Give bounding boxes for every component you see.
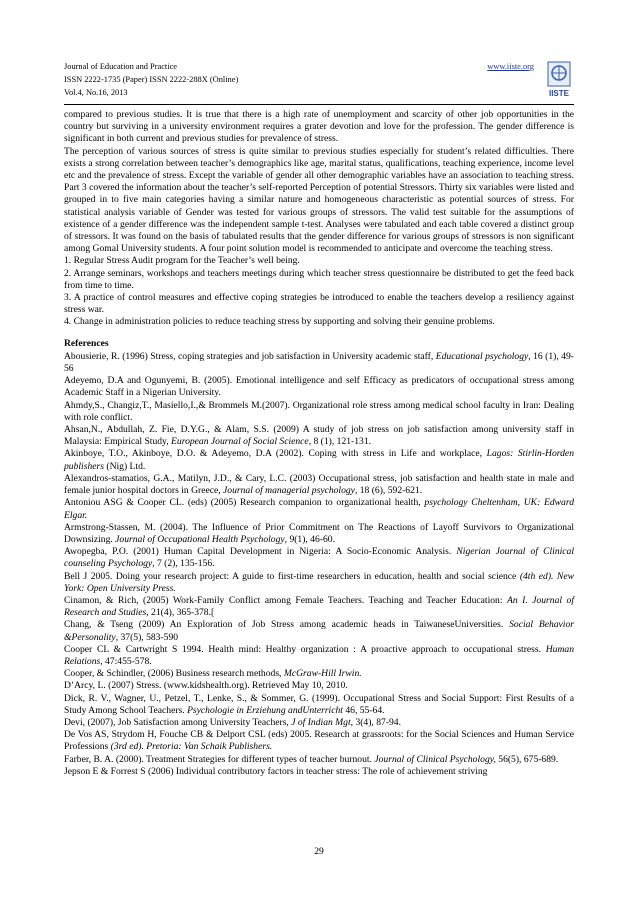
- reference-text: Dick, R. V., Wagner, U., Petzel, T., Lenke, S., & Sommer, G. (1999). Occupational Stress and Social Support: First Results of a Study Among School Teachers.: [64, 692, 574, 716]
- reference-item: [64, 400, 574, 424]
- page-header: [64, 60, 574, 99]
- reference-source: Human Relations: [64, 643, 574, 667]
- recommendation-1: 1. Regular Stress Audit program for the Teacher’s well being.: [64, 255, 300, 267]
- reference-text: Ahsan,N., Abdullah, Z. Fie, D.Y.G., & Alam, S.S. (2009) A study of job stress on job satisfaction among university staff in Malaysia: Empirical Study,: [64, 424, 574, 448]
- reference-text: Antoniou ASG & Cooper CL. (eds) (2005) Research companion to organizational health,: [64, 497, 425, 509]
- reference-source: McGraw-Hill Irwin.: [283, 668, 362, 680]
- reference-text: Devi, (2007), Job Satisfaction among University Teachers,: [64, 716, 292, 728]
- reference-source: Psychologie in Erziehung andUnterricht: [187, 704, 343, 716]
- reference-item: [64, 693, 574, 717]
- reference-text: Alexandros-stamatios, G.A., Matilyn, J.D., & Cary, L.C. (2003) Occupational stress, job satisfaction and health state in male and female junior hospital doctors in Greece,: [64, 472, 574, 497]
- reference-item: [64, 595, 574, 619]
- recommendation-3: 3. A practice of control measures and effective coping strategies be introduced to enable the teachers develop a resiliency against stress war.: [64, 292, 574, 316]
- reference-text: Awopegba, P.O. (2001) Human Capital Development in Nigeria: A Socio-Economic Analysis.: [64, 546, 457, 558]
- reference-item: [64, 546, 574, 570]
- reference-item: [64, 729, 574, 753]
- reference-details: , 9(1), 46-60.: [284, 533, 335, 545]
- reference-details: , 16 (1), 49-56: [64, 350, 575, 375]
- reference-source: Journal of Occupational Health Psychology: [115, 533, 285, 545]
- reference-text: Cooper CL & Cartwright S 1994. Health mind: Healthy organization : A proactive approach to occupational stress.: [64, 643, 546, 655]
- reference-text: Farber, B. A. (2000). Treatment Strategies for different types of teacher burnout.: [64, 753, 375, 765]
- reference-source: Journal of Clinical Psychology,: [374, 753, 496, 765]
- reference-item: [64, 668, 574, 680]
- reference-source: Nigerian Journal of Clinical counseling Psychology: [64, 546, 574, 570]
- reference-details: , 47:455-578.: [100, 655, 152, 667]
- recommendation-4: 4. Change in administration policies to reduce teaching stress by supporting and solving their genuine problems.: [64, 316, 495, 328]
- reference-text: Cooper, & Schindler, (2006) Business research methods,: [64, 668, 284, 680]
- reference-item: [64, 522, 574, 546]
- reference-details: , 37(5), 583-590: [115, 631, 179, 643]
- reference-source: Journal of managerial psychology: [223, 485, 355, 497]
- reference-source: J of Indian Mgt,: [291, 716, 354, 728]
- reference-item: [64, 754, 574, 766]
- reference-text: Chang, & Tseng (2009) An Exploration of Job Stress among academic heads in TaiwaneseUniversities.: [64, 619, 510, 631]
- reference-details: 3(4), 87-94.: [353, 716, 402, 728]
- reference-details: (Nig) Ltd.: [103, 460, 146, 472]
- recommendation-2: 2. Arrange seminars, workshops and teachers meetings during which teacher stress questionnaire be distributed to get the feed back from time to time.: [64, 267, 574, 291]
- journal-name: Journal of Education and Practice: [64, 62, 178, 71]
- reference-list: [64, 351, 574, 778]
- reference-item: [64, 717, 574, 729]
- reference-item: [64, 448, 574, 472]
- reference-source: Lagos: Stirlin-Horden publishers: [64, 448, 574, 472]
- reference-text: Bell J 2005. Doing your research project: A guide to first-time researchers in education, health and social science: [64, 570, 520, 582]
- reference-item: [64, 619, 574, 643]
- journal-volume: Vol.4, No.16, 2013: [64, 88, 128, 97]
- reference-text: Abousierie, R. (1996) Stress, coping strategies and job satisfaction in University academic staff,: [64, 350, 436, 362]
- reference-details: , 7 (2), 135-156.: [152, 558, 215, 570]
- reference-item: [64, 351, 574, 375]
- reference-details: , 8 (1), 121-131.: [308, 436, 372, 448]
- reference-source: (4th ed). New York: Open University Press.: [64, 570, 574, 594]
- main-content: [64, 109, 574, 778]
- references-heading: References: [64, 337, 109, 349]
- reference-item: [64, 375, 574, 399]
- reference-source: (3rd ed). Pretoria: Van Schaik Publishers.: [110, 741, 273, 753]
- reference-item: [64, 497, 574, 521]
- logo-text: IISTE: [548, 89, 570, 98]
- iiste-logo-icon: [544, 60, 574, 100]
- reference-details: 46, 55-64.: [342, 704, 385, 716]
- reference-source: European Journal of Social Science: [171, 436, 309, 448]
- reference-item: [64, 766, 574, 778]
- reference-text: Jepson E & Forrest S (2006) Individual contributory factors in teacher stress: The role of achievement striving: [64, 765, 488, 777]
- reference-item: [64, 424, 574, 448]
- reference-item: [64, 680, 574, 692]
- reference-text: D’Arcy, L. (2007) Stress. (www.kidshealth.org). Retrieved May 10, 2010.: [64, 680, 348, 692]
- reference-item: [64, 473, 574, 497]
- paragraph-2: The perception of various sources of stress is quite similar to previous studies especially for student’s related difficulties. There exists a strong correlation between teacher’s demographics like age, marital status, qualifications, teaching experience, income level etc and the prevalence of stress. Except the variable of gender all other demographic variables have an association to teaching stress. Part 3 covered the information about the teacher’s self-reported Perception of potential Stressors. Thirty six variables were listed and grouped in to five main categories having a similar nature and homogeneous characteristic as potential sources of stress. For statistical analysis variable of Gender was tested for various groups of stressors. The valid test suitable for the assumptions of existence of a gender difference was the independent sample t-test. Analyses were tabulated and each table covered a distinct group of stressors. It was found on the basis of tabulated results that the gender difference for various groups of stressors is non significant among Gomal University students. A four point solution model is recommended to anticipate and overcome the teaching stress.: [64, 145, 574, 255]
- reference-source: psychology Cheltenham, UK: Edward Elgar.: [64, 497, 575, 521]
- journal-issn: ISSN 2222-1735 (Paper) ISSN 2222-288X (Online): [64, 75, 239, 84]
- reference-details: , 18 (6), 592-621.: [354, 485, 423, 497]
- reference-source: Social Behavior &Personality: [64, 619, 575, 643]
- reference-text: Ahmdy,S., Changiz,T., Masiello,I.,& Brommels M.(2007). Organizational role stress among medical school faculty in Iran: Dealing with role conflict.: [64, 399, 574, 423]
- reference-details: 21(4), 365-378.[: [148, 607, 215, 619]
- reference-text: De Vos AS, Strydom H, Fouche CB & Delport CSL (eds) 2005. Research at grassroots: for the Social Sciences and Human Service Professions: [64, 729, 574, 753]
- paragraph-1: compared to previous studies. It is true that there is a high rate of unemployment and scarcity of other job opportunities in the country but surviving in a university environment requires a grater devotion and love for the profession. The gender difference is significant in both current and previous studies for prevalence of stress.: [64, 109, 574, 145]
- reference-details: 56(5), 675-689.: [495, 753, 559, 765]
- journal-url-link[interactable]: www.iiste.org: [487, 62, 534, 71]
- reference-source: An I. Journal of Research and Studies,: [64, 594, 574, 619]
- reference-text: Akinboye, T.O., Akinboye, D.O. & Adeyemo, D.A (2002). Coping with stress in Life and workplace,: [64, 448, 487, 460]
- reference-item: [64, 644, 574, 668]
- reference-source: Educational psychology: [435, 350, 529, 362]
- reference-item: [64, 571, 574, 595]
- page-number: 29: [314, 846, 324, 857]
- reference-text: Adeyemo, D.A and Ogunyemi, B. (2005). Emotional intelligence and self Efficacy as predicators of occupational stress among Academic Staff in a Nigerian University.: [64, 375, 574, 399]
- reference-text: Armstrong-Stassen, M. (2004). The Influence of Prior Commitment on The Reactions of Layoff Survivors to Organizational Downsizing.: [64, 521, 574, 545]
- reference-text: Cinamon, & Rich, (2005) Work-Family Conflict among Female Teachers. Teaching and Teacher Education:: [64, 594, 507, 606]
- header-rule: [64, 104, 574, 105]
